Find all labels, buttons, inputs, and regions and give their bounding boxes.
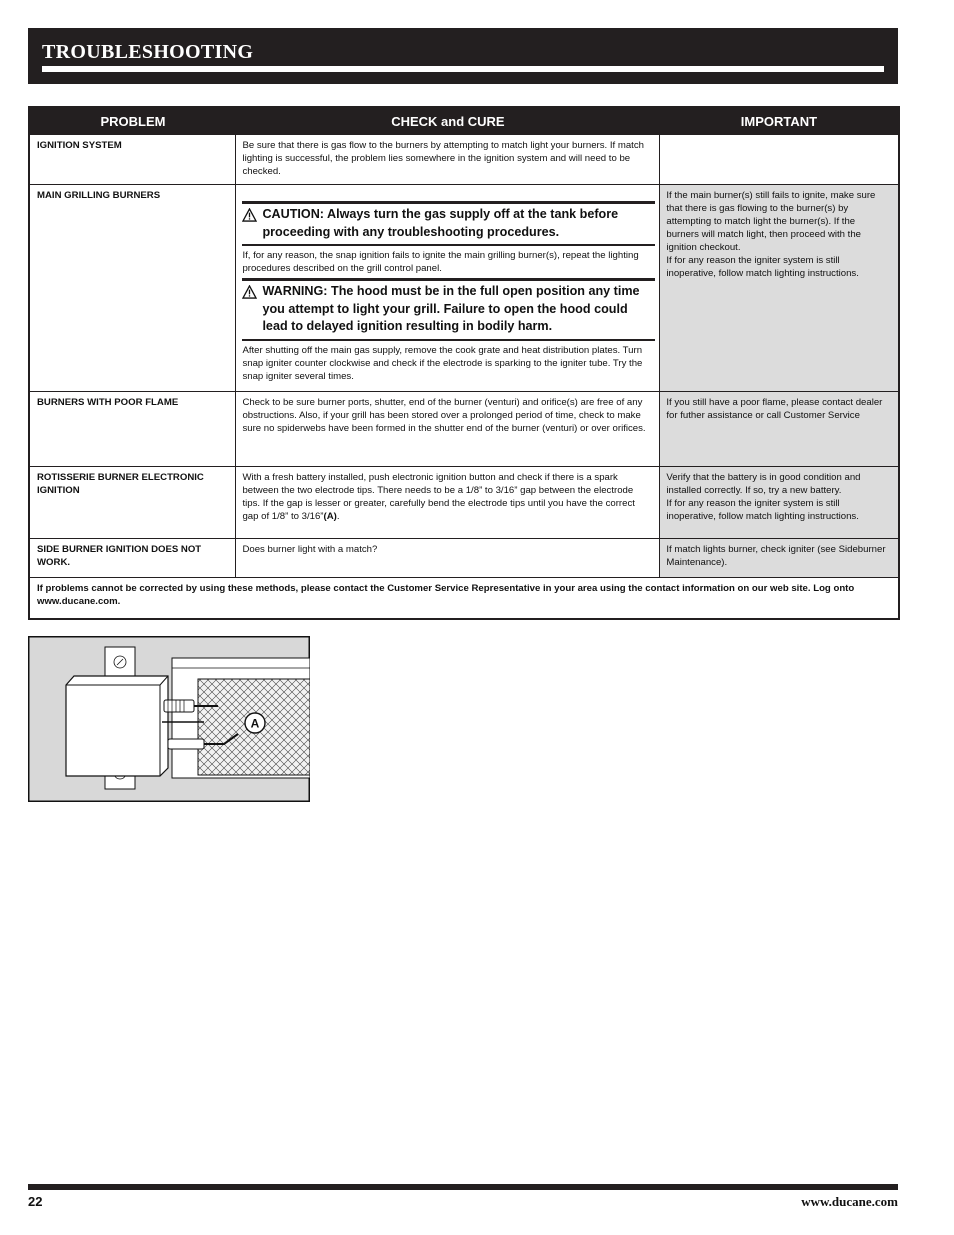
table-row [29, 135, 899, 185]
problem-cell: ROTISSERIE BURNER ELECTRONIC IGNITION [29, 466, 236, 538]
cure-text: With a fresh battery installed, push electronic ignition button and check if there is a spark between the two electrode tips. There needs to be a 1/8” to 3/16” gap between the electrode tips. If the gap is lesser or greater, carefully bend the electrode tips until you have the correct gap of 1/8” to 3/16” [242, 471, 635, 522]
table-header-row [29, 107, 899, 135]
important-cell: If match lights burner, check igniter (see Sideburner Maintenance). [660, 538, 899, 577]
warning-triangle-icon [242, 285, 257, 299]
cure-text: If, for any reason, the snap ignition fails to ignite the main grilling burner(s), repeat the lighting procedures described on the grill control panel. [242, 250, 639, 274]
important-text: If for any reason the igniter system is still inoperative, follow match lighting instructions. [666, 497, 859, 522]
igniter-electrode-illustration [28, 636, 310, 802]
caution-notice [242, 201, 655, 246]
important-cell [660, 135, 899, 185]
important-text: Verify that the battery is in good condition and installed correctly. If so, try a new battery. [666, 471, 861, 496]
table-row [29, 185, 899, 392]
problem-cell: BURNERS WITH POOR FLAME [29, 391, 236, 466]
footer-rule [28, 1184, 898, 1190]
page-title: TROUBLESHOOTING [42, 41, 254, 63]
column-header-check-and-cure: CHECK and CURE [236, 107, 660, 135]
check-and-cure-cell: Be sure that there is gas flow to the burners by attempting to match light your burners. If match lighting is successful, the problem lies somewhere in the ignition system and will need to be checked. [236, 135, 660, 185]
problem-cell: SIDE BURNER IGNITION DOES NOT WORK. [29, 538, 236, 577]
column-header-important: IMPORTANT [660, 107, 899, 135]
important-cell: If you still have a poor flame, please contact dealer for futher assistance or call Customer Service [660, 391, 899, 466]
table-row [29, 466, 899, 538]
page-number: 22 [28, 1194, 43, 1209]
table-row [29, 538, 899, 577]
important-cell [660, 185, 899, 392]
problem-cell: IGNITION SYSTEM [29, 135, 236, 185]
column-header-problem: PROBLEM [29, 107, 236, 135]
important-text: If for any reason the igniter system is still inoperative, follow match lighting instructions. [666, 255, 859, 279]
warning-triangle-icon [242, 208, 257, 222]
table-row [29, 391, 899, 466]
callout-label: A [250, 716, 260, 731]
caution-text: CAUTION: Always turn the gas supply off at the tank before proceeding with any troubleshooting procedures. [262, 207, 619, 239]
troubleshooting-table [28, 106, 900, 620]
check-and-cure-cell: Check to be sure burner ports, shutter, end of the burner (venturi) and orifice(s) are free of any obstructions. Also, if your grill has been stored over a prolonged period of time, check to make sure no spiderwebs have been formed in the shutter end of the burner (venturi) or over orifices. [236, 391, 660, 466]
check-and-cure-cell: Does burner light with a match? [236, 538, 660, 577]
contact-note: If problems cannot be corrected by using these methods, please contact the Customer Service Representative in your area using the contact information on our web site. Log onto www.ducane.com. [29, 577, 899, 619]
figure-reference: (A) [323, 510, 337, 522]
website-url: www.ducane.com [801, 1194, 898, 1209]
warning-text: WARNING: The hood must be in the full open position any time you attempt to light your grill. Failure to open the hood could lead to delayed ignition resulting in bodily harm. [262, 284, 640, 333]
check-and-cure-cell [236, 185, 660, 392]
page-header [28, 28, 898, 84]
check-and-cure-cell: With a fresh battery installed, push electronic ignition button and check if there is a spark between the two electrode tips. There needs to be a 1/8” to 3/16” gap between the electrode tips. If the gap is lesser or greater, carefully bend the electrode tips until you have the correct gap of 1/8” to 3/16”(A). [236, 466, 660, 538]
warning-notice [242, 278, 655, 341]
problem-cell: MAIN GRILLING BURNERS [29, 185, 236, 392]
important-text: If the main burner(s) still fails to ignite, make sure that there is gas flowing to the burner(s) by attempting to match light the burner(s). If the burners will match light, then proceed with the ignition checkout. [666, 190, 876, 253]
header-rule [42, 66, 884, 72]
important-cell [660, 466, 899, 538]
cure-text: After shutting off the main gas supply, remove the cook grate and heat distribution plates. Turn snap igniter counter clockwise and check if the electrode is sparking to the igniter tube. Try the snap igniter several times. [242, 344, 643, 382]
table-footer-row [29, 577, 899, 619]
